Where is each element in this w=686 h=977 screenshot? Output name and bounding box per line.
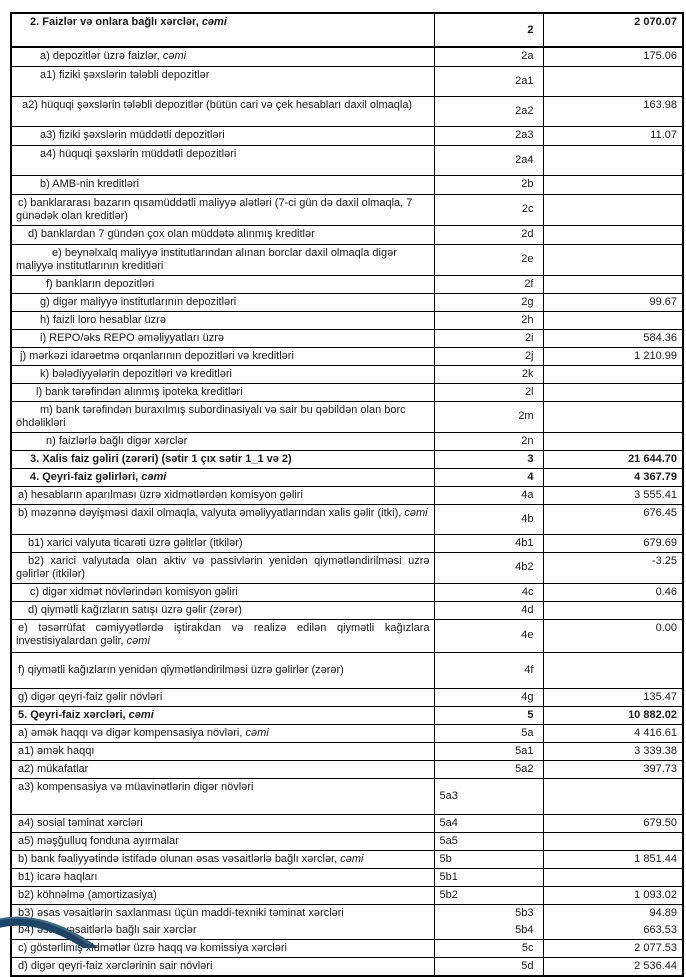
table-row	[11, 365, 683, 383]
table-row	[11, 706, 683, 724]
row-label: d) banklardan 7 gündən çox olan müddətə alınmış kreditlər	[11, 225, 434, 244]
financial-statement-table	[10, 12, 684, 977]
row-label: l) bank tərəfindən alınmış ipoteka kreditləri	[11, 383, 434, 401]
row-label: e) təsərrüfat cəmiyyətlərdə iştirakdan və realizə edilən qiymətli kağızlara investisiyalardan gəlir, cəmi	[11, 619, 434, 652]
row-code: 5b1	[434, 868, 543, 886]
row-label: c) banklararası bazarın qısamüddətli maliyyə alətləri (7-ci gün də daxil olmaqla, 7 günədək olan kreditlər)	[11, 194, 434, 225]
table-row	[11, 760, 683, 778]
row-value: 2 070.07	[543, 13, 683, 47]
table-row	[11, 329, 683, 347]
label-italic-suffix: cəmi	[141, 470, 167, 483]
row-label: b) məzənnə dəyişməsi daxil olmaqla, valyuta əməliyyatlarından xalis gəlir (itki), cəmi	[11, 504, 434, 534]
table-row	[11, 601, 683, 619]
table-row	[11, 939, 683, 957]
row-value: 397.73	[543, 760, 683, 778]
row-value: 1 210.99	[543, 347, 683, 365]
row-label: b2) xarici valyutada olan aktiv və passivlərin yenidən qiymətləndirilməsi uzrə gəlirlər (itkilər)	[11, 552, 434, 583]
table-row	[11, 832, 683, 850]
table-row	[11, 383, 683, 401]
table-row	[11, 652, 683, 688]
table-row	[11, 293, 683, 311]
table-row	[11, 468, 683, 486]
row-code: 5d	[434, 957, 543, 976]
row-code: 2a2	[434, 96, 543, 126]
row-value	[543, 778, 683, 814]
table-row	[11, 244, 683, 275]
row-label: a2) hüquqi şəxslərin tələbli depozitlər (bütün cari və çek hesabları daxil olmaqla)	[11, 96, 434, 126]
row-code: 2a1	[434, 66, 543, 96]
row-code: 2	[434, 13, 543, 47]
row-code: 2l	[434, 383, 543, 401]
row-value: 4 416.61	[543, 724, 683, 742]
row-value: 99.67	[543, 293, 683, 311]
row-code: 2k	[434, 365, 543, 383]
table-row	[11, 486, 683, 504]
row-value: 4 367.79	[543, 468, 683, 486]
row-label: f) qiymətli kağızların yenidən qiymətləndirilməsi üzrə gəlirlər (zərər)	[11, 652, 434, 688]
row-label: 3. Xalis faiz gəliri (zərəri) (sətir 1 çıx sətir 1_1 və 2)	[11, 450, 434, 468]
row-label: d) digər qeyri-faiz xərclərinin sair növləri	[11, 957, 434, 976]
label-italic-suffix: cəmi	[404, 506, 428, 519]
row-value	[543, 383, 683, 401]
row-code: 5	[434, 706, 543, 724]
row-label: c) göstərlimiş xidmətlər üzrə haqq və komissiya xərcləri	[11, 939, 434, 957]
row-code: 5b	[434, 850, 543, 868]
row-label: b1) xarici valyuta ticarəti üzrə gəlirlər (itkilər)	[11, 534, 434, 552]
row-label: a3) kompensasiya və müavinətlərin digər növləri	[11, 778, 434, 814]
row-label: a2) mükafatlar	[11, 760, 434, 778]
row-code: 4e	[434, 619, 543, 652]
row-code: 5c	[434, 939, 543, 957]
row-value: 11.07	[543, 126, 683, 145]
row-label: e) beynəlxalq maliyyə institutlarından alınan borclar daxil olmaqla digər maliyyə institutlarının kreditləri	[11, 244, 434, 275]
row-value	[543, 832, 683, 850]
label-italic-suffix: cəmi	[201, 16, 227, 28]
row-label: a3) fiziki şəxslərin müddətli depozitləri	[11, 126, 434, 145]
row-code: 4b2	[434, 552, 543, 583]
table-row	[11, 886, 683, 904]
row-value	[543, 311, 683, 329]
row-label: a4) hüquqi şəxslərin müddətli depozitləri	[11, 145, 434, 175]
row-label: b3) əsas vəsaitlərin saxlanması üçün maddi-texniki təminat xərcləri	[11, 904, 434, 922]
table-row	[11, 583, 683, 601]
row-label: d) qiymətli kağızların satışı üzrə gəlir (zərər)	[11, 601, 434, 619]
label-italic-suffix: cəmi	[245, 726, 269, 739]
row-value: 679.69	[543, 534, 683, 552]
row-code: 2a4	[434, 145, 543, 175]
row-value: 584.36	[543, 329, 683, 347]
table-row	[11, 126, 683, 145]
row-code: 2j	[434, 347, 543, 365]
table-row	[11, 957, 683, 976]
row-code: 5b3	[434, 904, 543, 922]
row-value	[543, 194, 683, 225]
row-code: 5a2	[434, 760, 543, 778]
row-value: 0.00	[543, 619, 683, 652]
row-value: 163.98	[543, 96, 683, 126]
row-label: i) REPO/əks REPO əməliyyatları üzrə	[11, 329, 434, 347]
row-value: 2 536.44	[543, 957, 683, 976]
label-italic-suffix: cəmi	[340, 852, 364, 865]
row-value: 135.47	[543, 688, 683, 706]
table-row	[11, 194, 683, 225]
row-value	[543, 244, 683, 275]
row-label: a) əmək haqqı və digər kompensasiya növləri, cəmi	[11, 724, 434, 742]
row-value	[543, 432, 683, 450]
row-code: 2a3	[434, 126, 543, 145]
row-code: 2b	[434, 175, 543, 194]
row-label: a) hesabların aparılması üzrə xidmətlərdən komisyon gəliri	[11, 486, 434, 504]
row-code: 4b1	[434, 534, 543, 552]
row-code: 4	[434, 468, 543, 486]
row-code: 5b4	[434, 922, 543, 940]
row-value: 676.45	[543, 504, 683, 534]
financial-statement-table-body	[11, 13, 683, 976]
table-row	[11, 450, 683, 468]
row-value	[543, 175, 683, 194]
row-value: 1 851.44	[543, 850, 683, 868]
row-code: 2m	[434, 401, 543, 432]
row-value: 21 644.70	[543, 450, 683, 468]
row-code: 5a	[434, 724, 543, 742]
row-value	[543, 401, 683, 432]
row-value: -3.25	[543, 552, 683, 583]
table-row	[11, 347, 683, 365]
table-row	[11, 13, 683, 47]
row-code: 5a4	[434, 814, 543, 832]
row-label: b) bank fəaliyyətində istifadə olunan əsas vəsaitlərlə bağlı xərclər, cəmi	[11, 850, 434, 868]
row-code: 2c	[434, 194, 543, 225]
row-label: 5. Qeyri-faiz xərcləri, cəmi	[11, 706, 434, 724]
row-code: 2f	[434, 275, 543, 293]
table-row	[11, 904, 683, 922]
row-value: 175.06	[543, 47, 683, 66]
label-italic-suffix: cəmi	[162, 50, 187, 62]
row-value	[543, 868, 683, 886]
row-value: 10 882.02	[543, 706, 683, 724]
row-code: 4b	[434, 504, 543, 534]
table-row	[11, 175, 683, 194]
row-label: j) mərkəzi idarəetmə orqanlarının depozitləri və kreditləri	[11, 347, 434, 365]
row-code: 2n	[434, 432, 543, 450]
row-value: 94.89	[543, 904, 683, 922]
row-label: g) digər maliyyə institutlarının depozitləri	[11, 293, 434, 311]
table-row	[11, 814, 683, 832]
row-code: 2d	[434, 225, 543, 244]
table-row	[11, 225, 683, 244]
table-row	[11, 47, 683, 66]
table-row	[11, 401, 683, 432]
row-label: 2. Faizlər və onlara bağlı xərclər, cəmi	[11, 13, 434, 47]
label-italic-suffix: cəmi	[128, 708, 154, 721]
table-row	[11, 724, 683, 742]
row-code: 2g	[434, 293, 543, 311]
table-row	[11, 619, 683, 652]
row-code: 4g	[434, 688, 543, 706]
row-code: 5a3	[434, 778, 543, 814]
row-label: a4) sosial təminat xərcləri	[11, 814, 434, 832]
row-value	[543, 225, 683, 244]
row-label: g) digər qeyri-faiz gəlir növləri	[11, 688, 434, 706]
row-label: k) bələdiyyələrin depozitləri və kreditləri	[11, 365, 434, 383]
row-value: 0.46	[543, 583, 683, 601]
row-label: a) depozitlər üzrə faizlər, cəmi	[11, 47, 434, 66]
row-code: 5b2	[434, 886, 543, 904]
row-label: a1) fiziki şəxslərin tələbli depozitlər	[11, 66, 434, 96]
table-row	[11, 504, 683, 534]
table-row	[11, 552, 683, 583]
row-value: 679.50	[543, 814, 683, 832]
row-label: b4) əsas vəsaitlərlə bağlı sair xərclər	[11, 922, 434, 940]
label-italic-suffix: cəmi	[126, 634, 150, 647]
row-code: 4c	[434, 583, 543, 601]
table-row	[11, 275, 683, 293]
table-row	[11, 922, 683, 940]
row-label: a5) məşğulluq fonduna ayırmalar	[11, 832, 434, 850]
row-value: 3 339.38	[543, 742, 683, 760]
row-label: m) bank tərəfindən buraxılmış subordinasiyalı və sair bu qəbildən olan borc öhdəlikləri	[11, 401, 434, 432]
row-value	[543, 275, 683, 293]
row-code: 5a5	[434, 832, 543, 850]
row-label: h) faizli loro hesablar üzrə	[11, 311, 434, 329]
row-value	[543, 601, 683, 619]
table-row	[11, 534, 683, 552]
table-row	[11, 145, 683, 175]
table-row	[11, 868, 683, 886]
table-row	[11, 850, 683, 868]
table-row	[11, 688, 683, 706]
row-code: 4f	[434, 652, 543, 688]
table-row	[11, 778, 683, 814]
row-code: 2h	[434, 311, 543, 329]
row-label: f) bankların depozitləri	[11, 275, 434, 293]
row-label: a1) əmək haqqı	[11, 742, 434, 760]
row-code: 4a	[434, 486, 543, 504]
row-label: b2) köhnəlmə (amortizasiya)	[11, 886, 434, 904]
row-label: b1) icarə haqları	[11, 868, 434, 886]
row-value: 1 093.02	[543, 886, 683, 904]
row-code: 2a	[434, 47, 543, 66]
table-row	[11, 96, 683, 126]
row-code: 2e	[434, 244, 543, 275]
row-code: 2i	[434, 329, 543, 347]
row-code: 4d	[434, 601, 543, 619]
row-code: 3	[434, 450, 543, 468]
row-value: 663.53	[543, 922, 683, 940]
row-value	[543, 66, 683, 96]
row-value: 3 555.41	[543, 486, 683, 504]
table-row	[11, 742, 683, 760]
row-label: b) AMB-nin kreditləri	[11, 175, 434, 194]
row-label: c) digər xidmət növlərindən komisyon gəliri	[11, 583, 434, 601]
row-value	[543, 652, 683, 688]
row-label: 4. Qeyri-faiz gəlirləri, cəmi	[11, 468, 434, 486]
table-row	[11, 311, 683, 329]
row-value: 2 077.53	[543, 939, 683, 957]
table-row	[11, 66, 683, 96]
row-value	[543, 365, 683, 383]
table-row	[11, 432, 683, 450]
row-code: 5a1	[434, 742, 543, 760]
row-label: n) faizlərlə bağlı digər xərclər	[11, 432, 434, 450]
row-value	[543, 145, 683, 175]
